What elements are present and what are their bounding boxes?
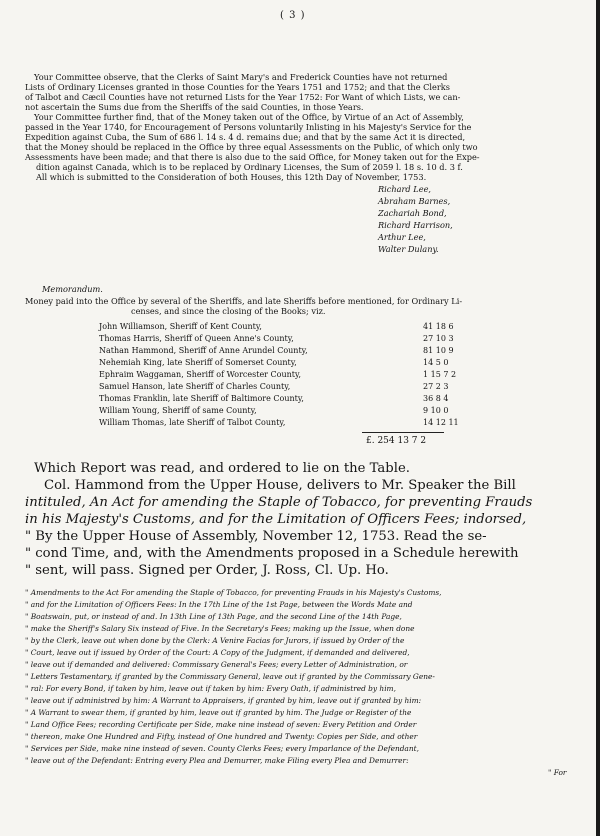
signature: Abraham Barnes,	[378, 196, 451, 206]
memorandum-total: £. 254 13 7 2	[366, 436, 427, 446]
amendment-line: " by the Clerk, leave out when done by the Clerk: A Venire Facias for Jurors, if issued by Order of the	[25, 636, 405, 645]
committee-line: Your Committee observe, that the Clerks of Saint Mary's and Frederick Counties have not returned	[34, 72, 448, 82]
signature: Arthur Lee,	[378, 232, 426, 242]
committee-line: passed in the Year 1740, for Encouragement of Persons voluntarily Inlisting in his Majesty's Service for the	[25, 122, 472, 132]
sheriff-row	[99, 418, 479, 428]
report-line: " cond Time, and, with the Amendments proposed in a Schedule herewith	[25, 546, 519, 561]
amendment-line: " ral: For every Bond, if taken by him, leave out if taken by him: Every Oath, if administred by him,	[25, 684, 396, 693]
report-line: " sent, will pass. Signed per Order, J. Ross, Cl. Up. Ho.	[25, 563, 389, 578]
sheriff-amount: 36 8 4	[423, 394, 449, 403]
catchword: " For	[548, 768, 567, 777]
sheriff-name: William Thomas, late Sheriff of Talbot County,	[99, 418, 286, 427]
sheriff-name: John Williamson, Sheriff of Kent County,	[99, 322, 262, 331]
sheriff-name: Thomas Franklin, late Sheriff of Baltimore County,	[99, 394, 304, 403]
sheriff-amount: 9 10 0	[423, 406, 449, 415]
total-rule	[362, 432, 444, 433]
report-line: Which Report was read, and ordered to lie on the Table.	[34, 461, 410, 476]
report-line: in his Majesty's Customs, and for the Limitation of Officers Fees; indorsed,	[25, 512, 527, 527]
amendment-line: " Letters Testamentary, if granted by the Commissary General, leave out if granted by the Commissary Gene-	[25, 672, 435, 681]
committee-line: Expedition against Cuba, the Sum of 686 l. 14 s. 4 d. remains due; and that by the same Act it is directed,	[25, 132, 466, 142]
amendment-line: " leave out if demanded and delivered: Commissary General's Fees; every Letter of Administration, or	[25, 660, 408, 669]
amendment-line: " Boatswain, put, or instead of and. In 13th Line of 13th Page, and the second Line of the 14th Page,	[25, 612, 402, 621]
committee-line: dition against Canada, which is to be replaced by Ordinary Licenses, the Sum of 2059 l. 18 s. 10 d. 3 f.	[36, 162, 463, 172]
committee-line: Assessments have been made; and that there is also due to the said Office, for Money taken out for the Expe-	[25, 152, 480, 162]
amendment-line: " Court, leave out if issued by Order of the Court: A Copy of the Judgment, if demanded and delivered,	[25, 648, 410, 657]
sheriff-row	[99, 370, 479, 380]
committee-line: Lists of Ordinary Licenses granted in those Counties for the Years 1751 and 1752; and that the Clerks	[25, 82, 450, 92]
sheriff-name: Ephraim Waggaman, Sheriff of Worcester County,	[99, 370, 302, 379]
sheriff-amount: 1 15 7 2	[423, 370, 457, 379]
signature: Zachariah Bond,	[378, 208, 447, 218]
sheriff-amount: 27 2 3	[423, 382, 449, 391]
sheriff-row	[99, 406, 479, 416]
committee-line: All which is submitted to the Consideration of both Houses, this 12th Day of November, 1753.	[36, 172, 427, 182]
sheriff-name: William Young, Sheriff of same County,	[99, 406, 257, 415]
committee-line: not ascertain the Sums due from the Sheriffs of the said Counties, in those Years.	[25, 102, 364, 112]
sheriff-amount: 41 18 6	[423, 322, 454, 331]
sheriff-amount: 14 5 0	[423, 358, 449, 367]
report-line: intituled, An Act for amending the Staple of Tobacco, for preventing Frauds	[25, 495, 533, 510]
sheriff-row	[99, 394, 479, 404]
committee-line: that the Money should be replaced in the Office by three equal Assessments on the Public, of which only two	[25, 142, 478, 152]
sheriff-amount: 81 10 9	[423, 346, 454, 355]
sheriff-name: Nathan Hammond, Sheriff of Anne Arundel County,	[99, 346, 308, 355]
amendment-line: " leave out of the Defendant: Entring every Plea and Demurrer, make Filing every Plea and Demurrer:	[25, 756, 409, 765]
memorandum-intro: Money paid into the Office by several of the Sheriffs, and late Sheriffs before mentioned, for Ordinary Li-	[25, 296, 463, 306]
sheriff-row	[99, 358, 479, 368]
sheriff-row	[99, 334, 479, 344]
amendment-line: " leave out if administred by him: A Warrant to Appraisers, if granted by him, leave out if granted by him:	[25, 696, 422, 705]
signature: Walter Dulany.	[378, 244, 439, 254]
amendment-line: " thereon, make One Hundred and Fifty, instead of One hundred and Twenty: Copies per Side, and other	[25, 732, 418, 741]
sheriff-row	[99, 322, 479, 332]
sheriff-name: Thomas Harris, Sheriff of Queen Anne's County,	[99, 334, 294, 343]
amendment-line: " make the Sheriff's Salary Six instead of Five. In the Secretary's Fees; making up the Issue, when done	[25, 624, 415, 633]
memorandum-heading: Memorandum.	[42, 284, 103, 294]
page-edge	[596, 0, 600, 836]
amendment-line: " A Warrant to swear them, if granted by him, leave out if granted by him. The Judge or Register of the	[25, 708, 412, 717]
signature: Richard Lee,	[378, 184, 432, 194]
signature: Richard Harrison,	[378, 220, 453, 230]
report-line: Col. Hammond from the Upper House, delivers to Mr. Speaker the Bill	[44, 478, 516, 493]
sheriff-name: Samuel Hanson, late Sheriff of Charles County,	[99, 382, 291, 391]
sheriff-row	[99, 346, 479, 356]
amendment-line: " Amendments to the Act For amending the Staple of Tobacco, for preventing Frauds in his Majesty's Customs,	[25, 588, 442, 597]
sheriff-row	[99, 382, 479, 392]
sheriff-name: Nehemiah King, late Sheriff of Somerset County,	[99, 358, 297, 367]
page-number: ( 3 )	[280, 10, 306, 21]
report-line: " By the Upper House of Assembly, November 12, 1753. Read the se-	[25, 529, 487, 544]
committee-line: Your Committee further find, that of the Money taken out of the Office, by Virtue of an Act of Assembly,	[34, 112, 464, 122]
amendment-line: " Land Office Fees; recording Certificate per Side, make nine instead of seven: Every Petition and Order	[25, 720, 417, 729]
memorandum-intro: censes, and since the closing of the Books; viz.	[131, 306, 326, 316]
amendment-line: " Services per Side, make nine instead of seven. County Clerks Fees; every Imparlance of the Defendant,	[25, 744, 419, 753]
sheriff-amount: 27 10 3	[423, 334, 454, 343]
committee-line: of Talbot and Cæcil Counties have not returned Lists for the Year 1752: For Want of which Lists, we can-	[25, 92, 461, 102]
sheriff-amount: 14 12 11	[423, 418, 459, 427]
amendment-line: " and for the Limitation of Officers Fees: In the 17th Line of the 1st Page, between the Words Mate and	[25, 600, 413, 609]
